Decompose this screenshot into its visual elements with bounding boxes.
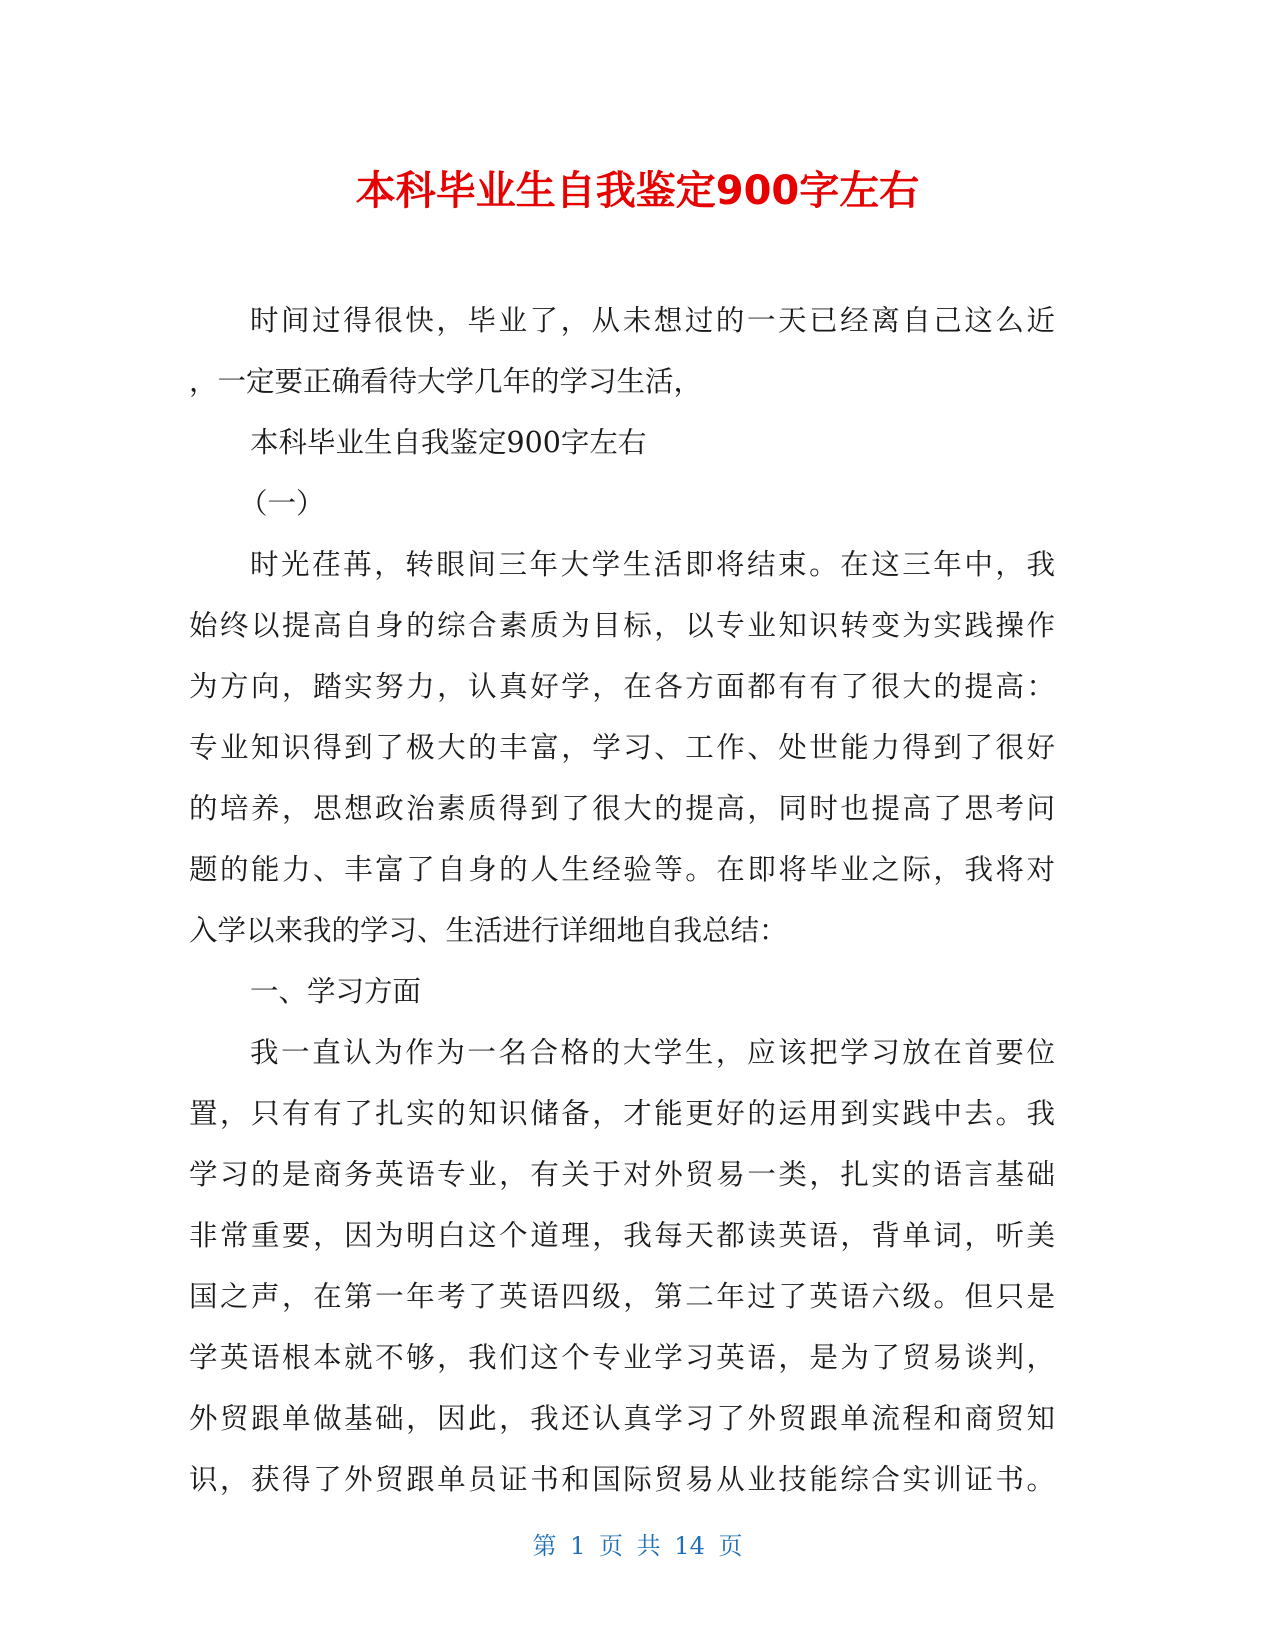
- page-number-footer: 第 1 页 共 14 页: [532, 1532, 743, 1560]
- paragraph-line: 时光荏苒，转眼间三年大学生活即将结束。在这三年中，我: [250, 548, 1055, 581]
- paragraph-line: 始终以提高自身的综合素质为目标，以专业知识转变为实践操作: [189, 609, 1055, 642]
- paragraph-line: （一）: [239, 487, 325, 520]
- paragraph-line: 外贸跟单做基础，因此，我还认真学习了外贸跟单流程和商贸知: [189, 1402, 1055, 1435]
- paragraph-line: 我一直认为作为一名合格的大学生，应该把学习放在首要位: [250, 1036, 1055, 1069]
- paragraph-line: 题的能力、丰富了自身的人生经验等。在即将毕业之际，我将对: [189, 853, 1055, 886]
- document-body: [189, 290, 1055, 1510]
- paragraph-line: 为方向，踏实努力，认真好学，在各方面都有有了很大的提高：: [189, 670, 1055, 703]
- paragraph-line: 学习的是商务英语专业，有关于对外贸易一类，扎实的语言基础: [189, 1158, 1055, 1191]
- paragraph-line: 国之声，在第一年考了英语四级，第二年过了英语六级。但只是: [189, 1280, 1055, 1313]
- paragraph-line: 置，只有有了扎实的知识储备，才能更好的运用到实践中去。我: [189, 1097, 1055, 1130]
- paragraph-line: 入学以来我的学习、生活进行详细地自我总结：: [189, 914, 788, 947]
- paragraph-line: 的培养，思想政治素质得到了很大的提高，同时也提高了思考问: [189, 792, 1055, 825]
- paragraph-line: 时间过得很快，毕业了，从未想过的一天已经离自己这么近: [250, 304, 1055, 337]
- paragraph-line: 专业知识得到了极大的丰富，学习、工作、处世能力得到了很好: [189, 731, 1055, 764]
- paragraph-line: 本科毕业生自我鉴定900字左右: [250, 426, 647, 459]
- paragraph-line: 识，获得了外贸跟单员证书和国际贸易从业技能综合实训证书。: [189, 1463, 1055, 1496]
- paragraph-line: 学英语根本就不够，我们这个专业学习英语，是为了贸易谈判，: [189, 1341, 1055, 1374]
- section-heading: 一、学习方面: [250, 975, 422, 1008]
- paragraph-line: ，一定要正确看待大学几年的学习生活，: [189, 365, 703, 398]
- paragraph-line: 非常重要，因为明白这个道理，我每天都读英语，背单词，听美: [189, 1219, 1055, 1252]
- document-title: 本科毕业生自我鉴定900字左右: [355, 168, 920, 214]
